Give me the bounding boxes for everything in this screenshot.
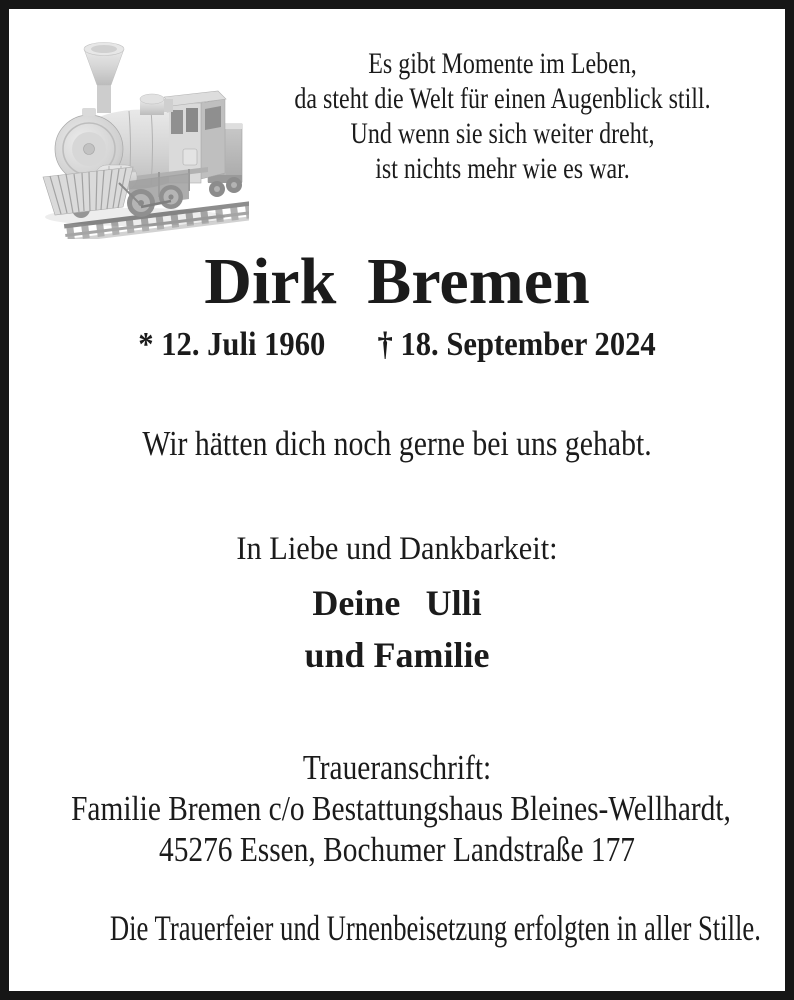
poem-line: ist nichts mehr wie es war. — [375, 152, 630, 185]
deceased-name: Dirk Bremen — [204, 245, 590, 318]
birth-date: * 12. Juli 1960 — [138, 326, 326, 363]
farewell-line: Wir hätten dich noch gerne bei uns gehabt. — [142, 424, 652, 463]
steam-locomotive-icon — [37, 31, 249, 239]
closing-line: In Liebe und Dankbarkeit: — [236, 531, 558, 567]
funeral-notice-line: Die Trauerfeier und Urnenbeisetzung erfolgten in aller Stille. — [109, 908, 761, 948]
poem-line: Es gibt Momente im Leben, — [368, 47, 637, 80]
mourning-address-line: 45276 Essen, Bochumer Landstraße 177 — [158, 830, 636, 869]
poem-line: da steht die Welt für einen Augenblick still. — [294, 82, 711, 115]
death-date: † 18. September 2024 — [377, 326, 656, 363]
signature-line-2: und Familie — [304, 635, 490, 675]
mourning-address — [71, 747, 731, 870]
life-dates — [48, 325, 746, 365]
poem-line: Und wenn sie sich weiter dreht, — [350, 117, 655, 150]
poem-verse — [288, 46, 718, 186]
signature-line-1: Deine Ulli — [312, 583, 482, 623]
mourning-address-label: Traueranschrift: — [302, 748, 492, 787]
mourning-address-line: Familie Bremen c/o Bestattungshaus Bleines-Wellhardt, — [71, 789, 731, 828]
